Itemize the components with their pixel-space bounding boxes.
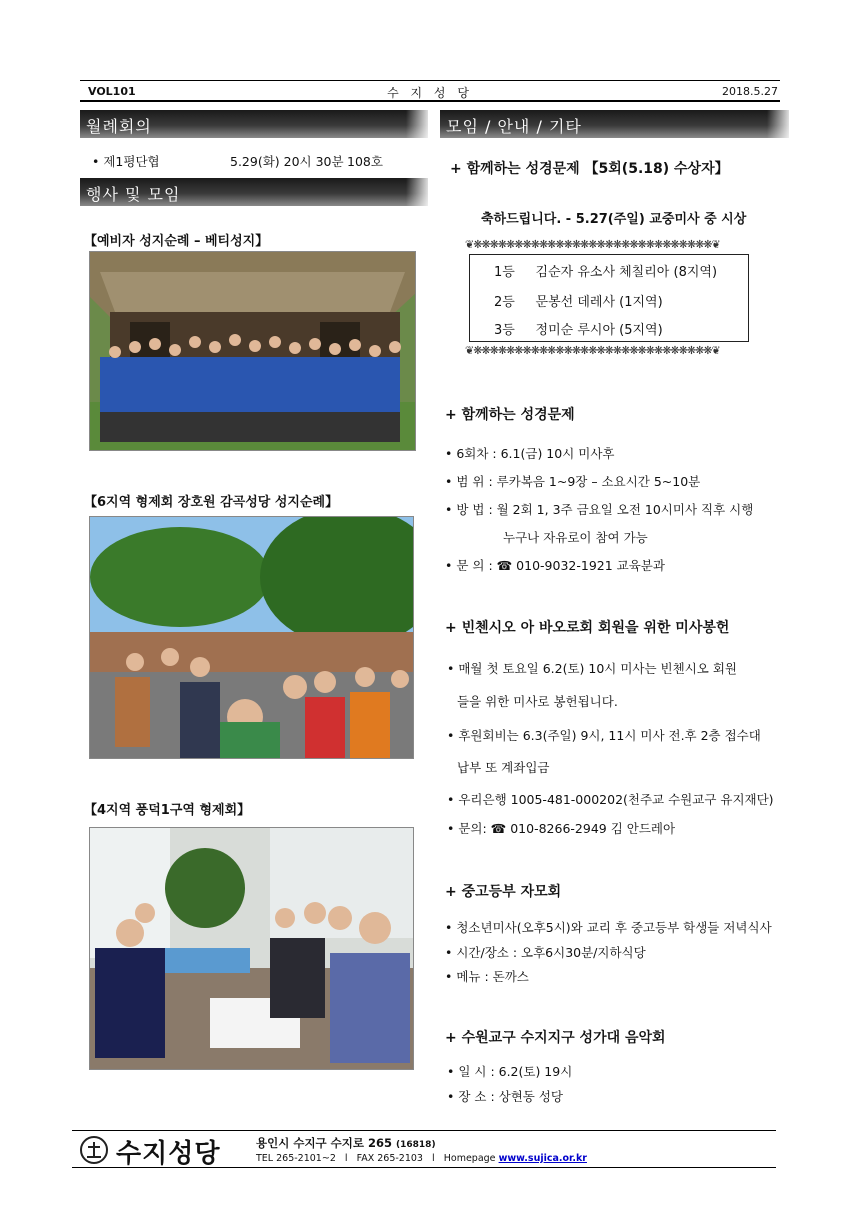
homepage-link[interactable]: www.sujica.or.kr [498, 1153, 587, 1164]
winner-area: (1지역) [619, 295, 663, 310]
separator: l [432, 1153, 435, 1164]
winner-name: 문봉선 데레사 [535, 295, 615, 310]
quiz-award-congrats: 축하드립니다. - 5.27(주일) 교중미사 중 시상 [481, 212, 747, 227]
quiz-title: + 함께하는 성경문제 [445, 407, 575, 423]
photo-caption-2: 【6지역 형제회 장호원 감곡성당 성지순례】 [84, 495, 339, 510]
photo-caption-3: 【4지역 풍덕1구역 형제회】 [84, 803, 251, 818]
tel: TEL 265-2101~2 [256, 1153, 336, 1164]
concert-title: + 수원교구 수지지구 성가대 음악회 [445, 1030, 666, 1046]
photo-pilgrimage-group [89, 251, 416, 451]
parents-line-2: • 시간/장소 : 오후6시30분/지하식당 [445, 945, 646, 960]
ornament-border-top: ❦❋❋❋❋❋❋❋❋❋❋❋❋❋❋❋❋❋❋❋❋❋❋❋❋❋❋❋❋❋❦ [465, 238, 720, 251]
winners-ornamental-box [465, 238, 753, 358]
masthead-title: 수 지 성 당 [387, 86, 473, 100]
church-contact [256, 1153, 587, 1164]
section-header-notices: 모임 / 안내 / 기타 [440, 110, 789, 138]
quiz-line-1: • 6회차 : 6.1(금) 10시 미사후 [445, 446, 615, 461]
winner-rank: 1등 [494, 265, 515, 280]
winner-name: 김순자 유소사 체칠리아 [535, 265, 670, 280]
winner-area: (5지역) [619, 323, 663, 338]
parents-title: + 중고등부 자모회 [445, 884, 562, 900]
vincent-line-4: 납부 또 계좌입금 [457, 760, 550, 775]
vincent-line-5: • 우리은행 1005-481-000202(천주교 수원교구 유지재단) [447, 792, 774, 807]
quiz-line-3: • 방 법 : 월 2회 1, 3주 금요일 오전 10시미사 직후 시행 [445, 502, 754, 517]
vincent-line-3: • 후원회비는 6.3(주일) 9시, 11시 미사 전.후 2층 접수대 [447, 728, 761, 743]
concert-line-1: • 일 시 : 6.2(토) 19시 [447, 1064, 573, 1079]
zip-code: (16818) [396, 1140, 436, 1150]
quiz-line-4: 누구나 자유로이 참여 가능 [503, 530, 648, 545]
vincent-line-1: • 매월 첫 토요일 6.2(토) 10시 미사는 빈첸시오 회원 [447, 661, 737, 676]
homepage-label: Homepage [443, 1153, 496, 1164]
ornament-border-bottom: ❦❋❋❋❋❋❋❋❋❋❋❋❋❋❋❋❋❋❋❋❋❋❋❋❋❋❋❋❋❋❦ [465, 344, 720, 357]
church-logo-icon [80, 1136, 108, 1164]
church-address [256, 1135, 436, 1151]
winner-2 [494, 291, 663, 310]
issue-date: 2018.5.27 [722, 85, 778, 98]
volume-number: VOL101 [88, 85, 136, 98]
vincent-title: + 빈첸시오 아 바오로회 회원을 위한 미사봉헌 [445, 620, 730, 636]
meeting-item-room: 108호 [347, 154, 383, 169]
parents-line-1: • 청소년미사(오후5시)와 교리 후 중고등부 학생들 저녁식사 [445, 920, 772, 935]
fax: FAX 265-2103 [356, 1153, 423, 1164]
photo-caption-1: 【예비자 성지순례 – 베티성지】 [84, 234, 269, 249]
quiz-line-5: • 문 의 : ☎ 010-9032-1921 교육분과 [445, 558, 665, 573]
winner-rank: 2등 [494, 295, 515, 310]
concert-line-2: • 장 소 : 상현동 성당 [447, 1089, 563, 1104]
meeting-item-name: • 제1평단협 [92, 154, 160, 169]
vincent-line-2: 들을 위한 미사로 봉헌됩니다. [457, 694, 618, 709]
quiz-award-title: + 함께하는 성경문제 【5회(5.18) 수상자】 [450, 161, 729, 177]
winner-area: (8지역) [673, 265, 718, 280]
section-header-monthly-meeting: 월례회의 [80, 110, 428, 138]
vincent-line-6: • 문의: ☎ 010-8266-2949 김 안드레아 [447, 821, 676, 836]
footer [72, 1130, 776, 1168]
masthead-bar [80, 80, 780, 102]
quiz-line-2: • 범 위 : 루카복음 1~9장 – 소요시간 5~10분 [445, 474, 701, 489]
winner-1 [494, 261, 717, 280]
meeting-item-time: 5.29(화) 20시 30분 [230, 154, 344, 169]
section-header-events: 행사 및 모임 [80, 178, 428, 206]
winner-3 [494, 319, 663, 338]
winner-name: 정미순 루시아 [535, 323, 615, 338]
parents-line-3: • 메뉴 : 돈까스 [445, 969, 529, 984]
address-text: 용인시 수지구 수지로 265 [256, 1136, 392, 1150]
church-logo-text: 수지성당 [116, 1139, 221, 1169]
photo-brotherhood-meeting [89, 827, 414, 1070]
photo-gamgok-pilgrimage [89, 516, 414, 759]
separator: l [344, 1153, 348, 1164]
winners-list [469, 254, 749, 342]
winner-rank: 3등 [494, 323, 515, 338]
